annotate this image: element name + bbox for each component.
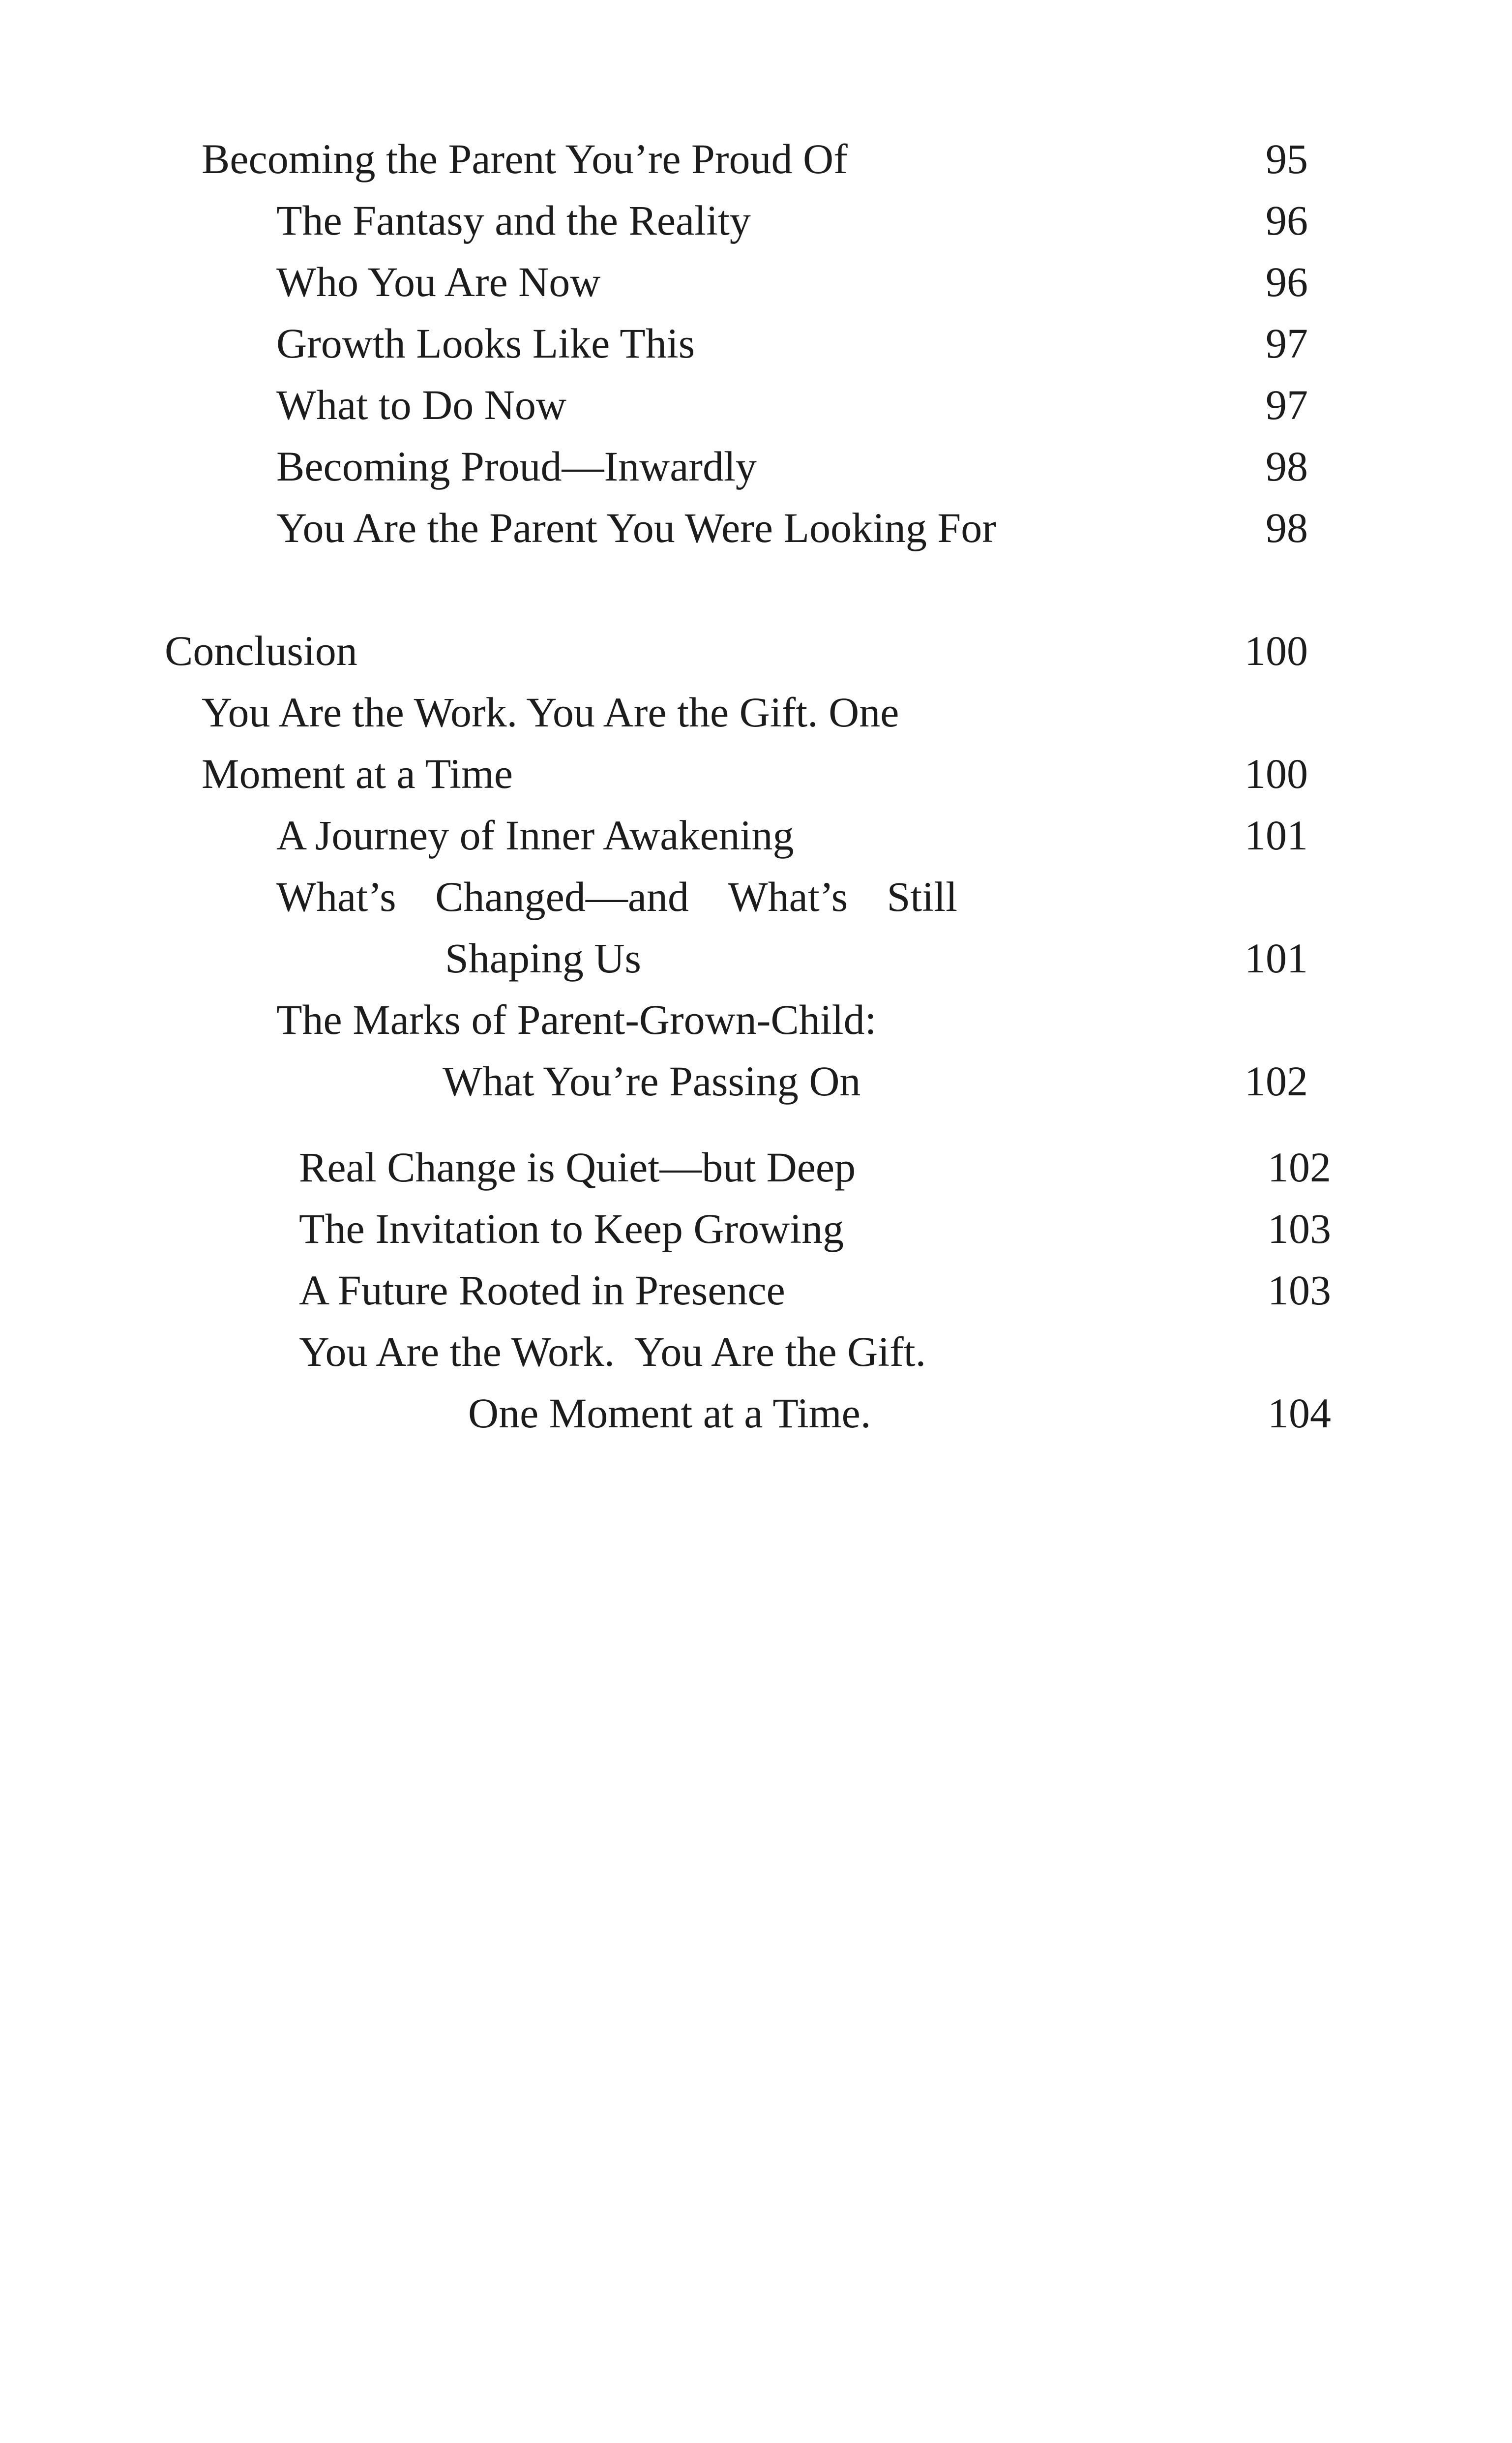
toc-word: What’s	[728, 873, 848, 920]
toc-section-title: A Journey of Inner Awakening	[276, 812, 794, 859]
toc-word: Still	[887, 873, 957, 920]
toc-word: Changed—and	[435, 873, 689, 920]
toc-word: What’s	[276, 873, 396, 920]
toc-section-title-cont: What You’re Passing On	[443, 1057, 861, 1105]
toc-section-title-cont: One Moment at a Time.	[468, 1389, 871, 1437]
toc-page-number: 98	[1266, 443, 1308, 490]
toc-section-title: A Future Rooted in Presence	[299, 1267, 785, 1314]
toc-page-number: 103	[1268, 1267, 1331, 1314]
toc-page-number: 95	[1266, 135, 1308, 182]
toc-section-title: Real Change is Quiet—but Deep	[299, 1144, 856, 1191]
toc-section-title: What to Do Now	[276, 381, 566, 428]
toc-section-title: Becoming Proud—Inwardly	[276, 443, 757, 490]
toc-chapter-title: Becoming the Parent You’re Proud Of	[202, 135, 848, 182]
toc-section-title: The Fantasy and the Reality	[276, 197, 751, 244]
toc-page-number: 104	[1268, 1389, 1331, 1437]
toc-page-number: 100	[1245, 627, 1308, 674]
toc-page-number: 103	[1268, 1205, 1331, 1252]
toc-chapter-title-cont: Moment at a Time	[202, 750, 513, 797]
toc-conclusion-title: Conclusion	[165, 627, 357, 674]
toc-page-number: 96	[1266, 197, 1308, 244]
toc-page-number: 97	[1266, 381, 1308, 428]
toc-section-title: You Are the Work. You Are the Gift.	[299, 1328, 926, 1375]
toc-section-title: You Are the Parent You Were Looking For	[276, 504, 996, 551]
toc-page-number: 101	[1245, 812, 1308, 859]
toc-page-number: 98	[1266, 504, 1308, 551]
toc-section-title: The Marks of Parent-Grown-Child:	[276, 996, 877, 1043]
toc-section-title: Growth Looks Like This	[276, 320, 695, 367]
toc-section-title	[276, 875, 957, 918]
toc-page-number: 102	[1245, 1057, 1308, 1105]
toc-page-number: 101	[1245, 935, 1308, 982]
toc-page-number: 97	[1266, 320, 1308, 367]
toc-page-number: 102	[1268, 1144, 1331, 1191]
toc-section-title: Who You Are Now	[276, 258, 601, 305]
toc-section-title-cont: Shaping Us	[445, 935, 641, 982]
toc-page-number: 100	[1245, 750, 1308, 797]
toc-chapter-title: You Are the Work. You Are the Gift. One	[202, 689, 899, 736]
toc-section-title: The Invitation to Keep Growing	[299, 1205, 844, 1252]
toc-page-number: 96	[1266, 258, 1308, 305]
